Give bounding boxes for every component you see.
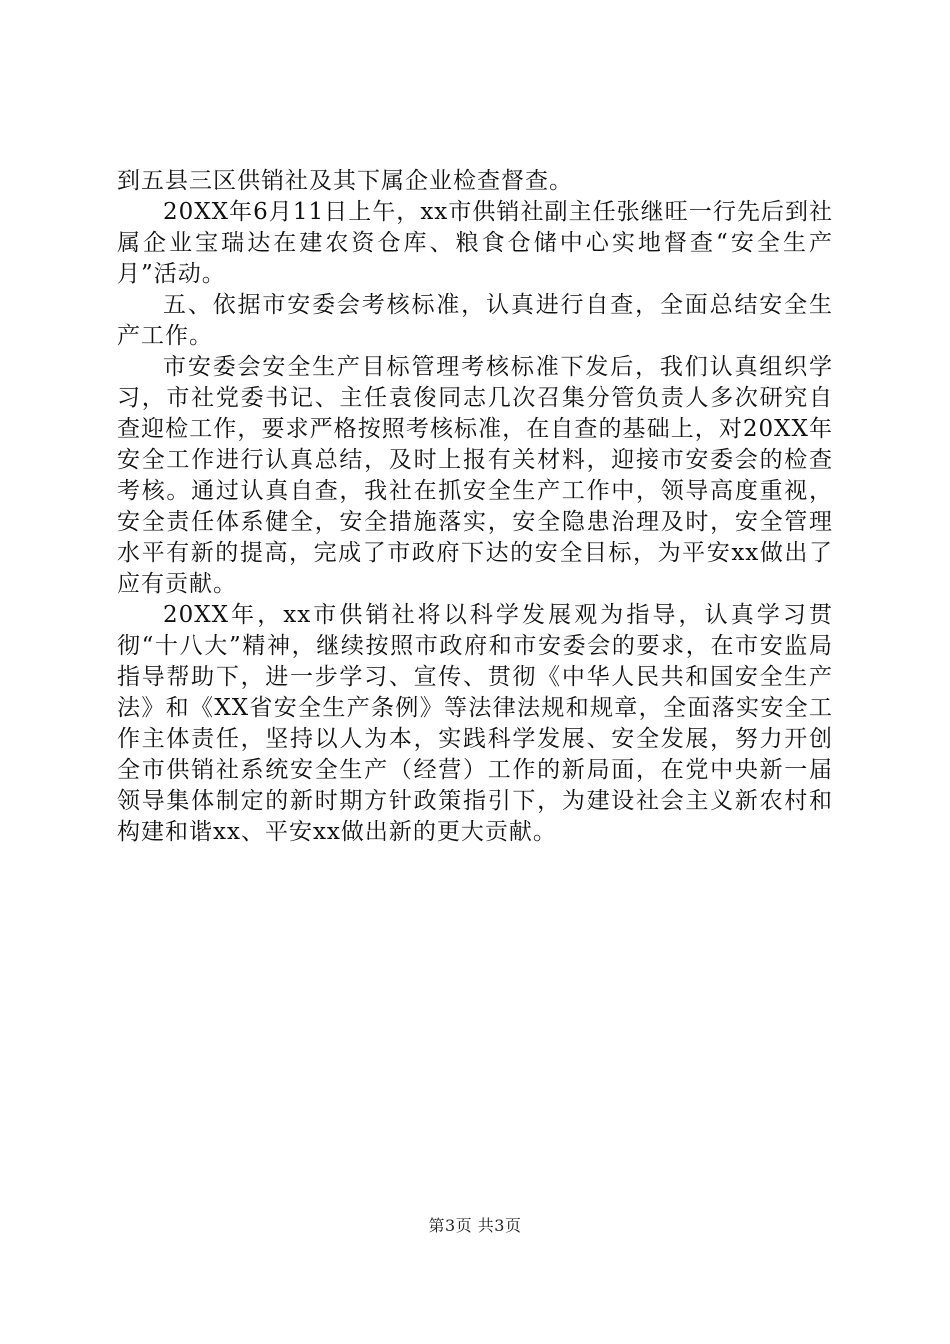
paragraph-3-section-heading: 五、依据市安委会考核标准，认真进行自查，全面总结安全生产工作。: [117, 292, 833, 349]
paragraph-4: 市安委会安全生产目标管理考核标准下发后，我们认真组织学习，市社党委书记、主任袁俊同志几次召集分管负责人多次研究自查迎检工作，要求严格按照考核标准，在自查的基础上，对20XX年安全工作进行认真总结，及时上报有关材料，迎接市安委会的检查考核。通过认真自查，我社在抓安全生产工作中，领导高度重视，安全责任体系健全，安全措施落实，安全隐患治理及时，安全管理水平有新的提高，完成了市政府下达的安全目标，为平安xx做出了应有贡献。: [117, 354, 833, 597]
paragraph-2: 20XX年6月11日上午，xx市供销社副主任张继旺一行先后到社属企业宝瑞达在建农资仓库、粮食仓储中心实地督查“安全生产月”活动。: [117, 199, 833, 287]
document-body: [117, 166, 833, 848]
paragraph-1: 到五县三区供销社及其下属企业检查督查。: [117, 168, 573, 194]
paragraph-5: 20XX年，xx市供销社将以科学发展观为指导，认真学习贯彻“十八大”精神，继续按照市政府和市安委会的要求，在市安监局指导帮助下，进一步学习、宣传、贯彻《中华人民共和国安全生产法》和《XX省安全生产条例》等法律法规和规章，全面落实安全工作主体责任，坚持以人为本，实践科学发展、安全发展，努力开创全市供销社系统安全生产（经营）工作的新局面，在党中央新一届领导集体制定的新时期方针政策指引下，为建设社会主义新农村和构建和谐xx、平安xx做出新的更大贡献。: [117, 602, 833, 845]
page-number-footer: 第3页 共3页: [428, 1216, 522, 1235]
